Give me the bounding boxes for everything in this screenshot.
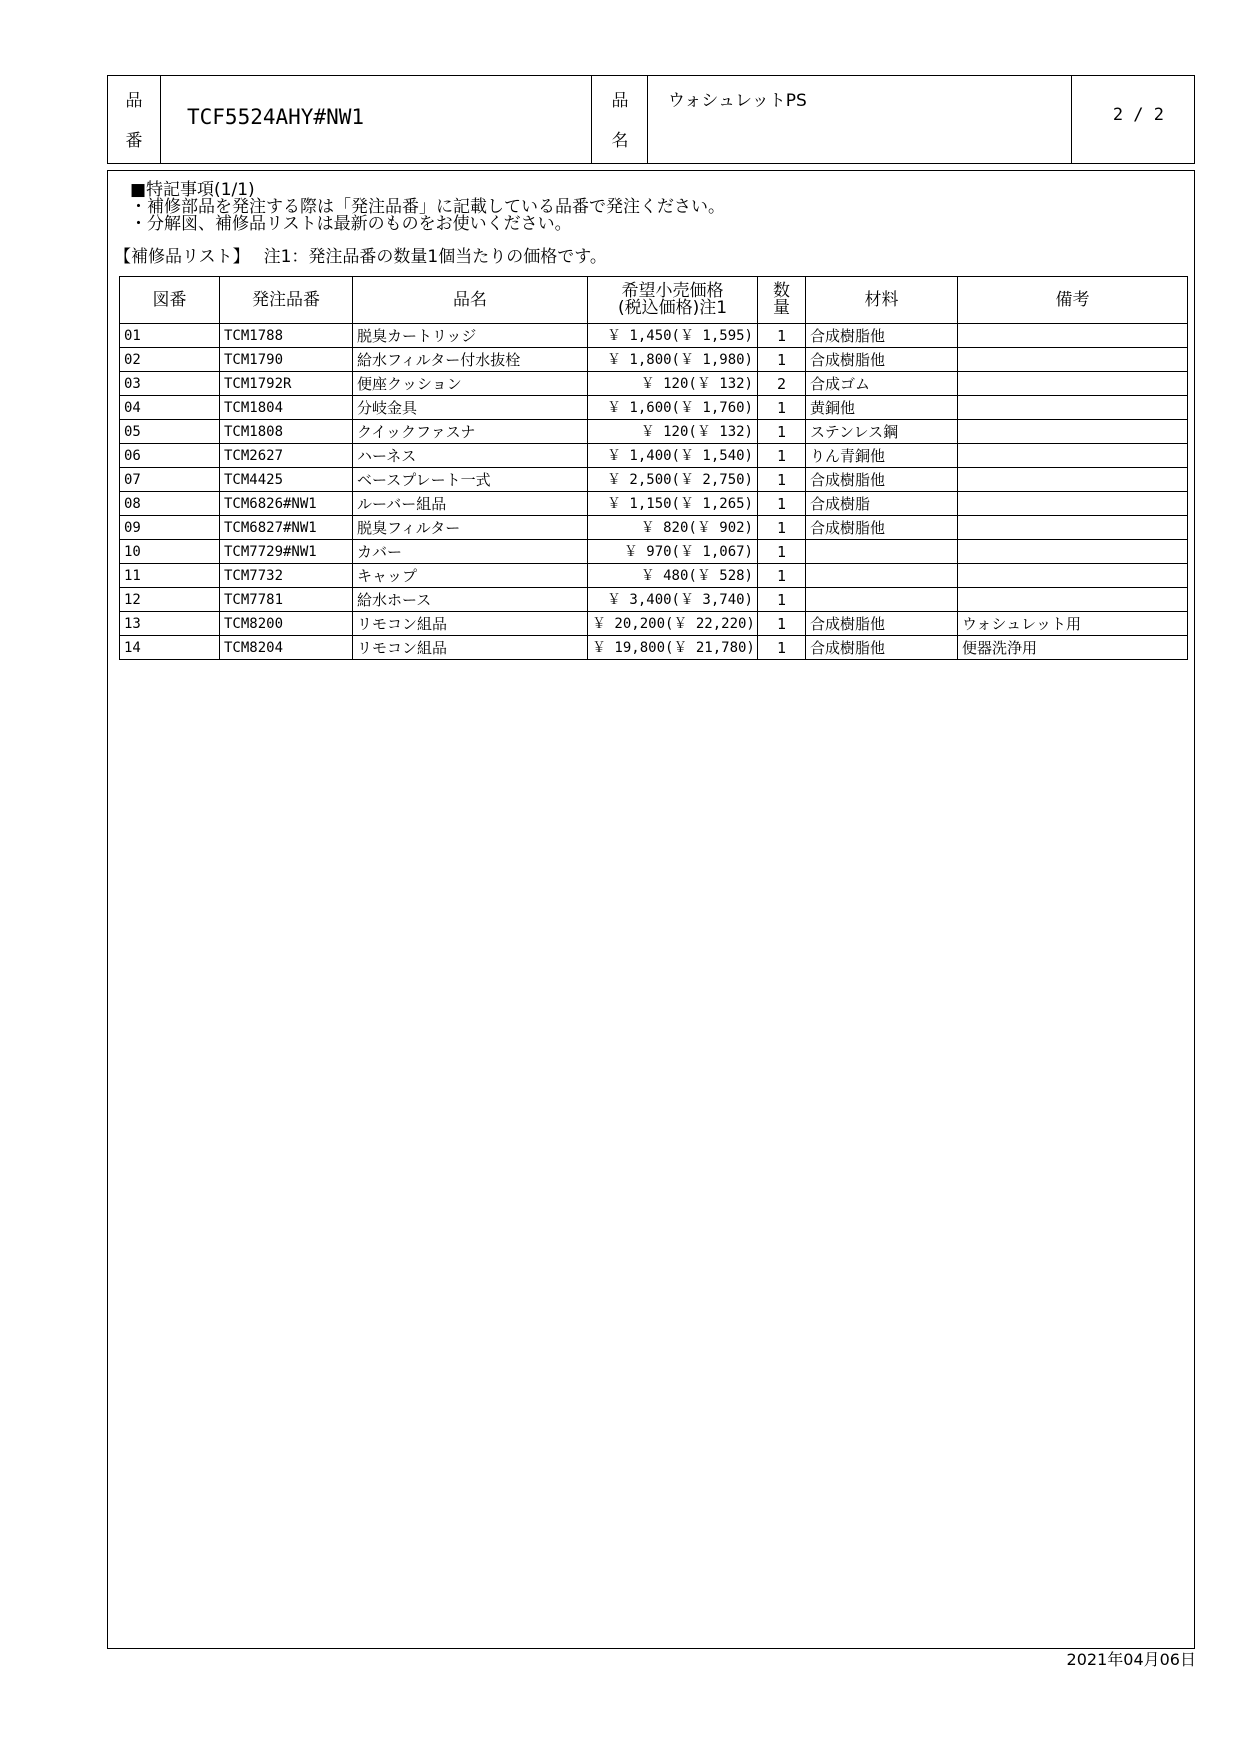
cell-remarks [958,444,1188,468]
cell-name: リモコン組品 [353,636,588,660]
issue-date: 2021年04月06日 [1066,1650,1196,1669]
cell-qty: 1 [758,468,806,492]
cell-price: ￥ 970(￥ 1,067) [588,540,758,564]
cell-price: ￥ 480(￥ 528) [588,564,758,588]
cell-remarks [958,564,1188,588]
table-row [120,348,1188,372]
product-code-label [108,76,160,163]
cell-fig: 05 [120,420,220,444]
cell-qty: 1 [758,636,806,660]
cell-price: ￥ 2,500(￥ 2,750) [588,468,758,492]
cell-name: 脱臭フィルター [353,516,588,540]
table-row [120,324,1188,348]
code-label-top: 品 [125,91,143,111]
table-row [120,444,1188,468]
table-header-row [120,277,1188,324]
product-name: ウォシュレットPS [668,91,807,111]
cell-name: キャップ [353,564,588,588]
cell-order-no: TCM4425 [220,468,353,492]
cell-order-no: TCM1804 [220,396,353,420]
header-price [588,277,758,324]
cell-fig: 14 [120,636,220,660]
cell-qty: 1 [758,420,806,444]
table-row [120,420,1188,444]
cell-order-no: TCM7781 [220,588,353,612]
notes-line-2: ・分解図、補修品リストは最新のものをお使いください。 [130,214,572,234]
product-code: TCF5524AHY#NW1 [187,105,365,129]
cell-price: ￥ 1,150(￥ 1,265) [588,492,758,516]
cell-order-no: TCM1790 [220,348,353,372]
cell-order-no: TCM1792R [220,372,353,396]
cell-qty: 2 [758,372,806,396]
cell-qty: 1 [758,564,806,588]
cell-remarks [958,324,1188,348]
product-name-label [591,76,648,163]
cell-order-no: TCM1788 [220,324,353,348]
table-row [120,612,1188,636]
cell-material: ステンレス鋼 [806,420,958,444]
product-code-cell [160,76,592,163]
cell-price: ￥ 1,450(￥ 1,595) [588,324,758,348]
header-qty-line-1: 数 [773,281,790,301]
name-label-top: 品 [611,91,629,111]
header-name: 品名 [353,277,588,324]
cell-fig: 01 [120,324,220,348]
cell-qty: 1 [758,396,806,420]
cell-price: ￥ 20,200(￥ 22,220) [588,612,758,636]
cell-remarks: ウォシュレット用 [958,612,1188,636]
cell-price: ￥ 1,800(￥ 1,980) [588,348,758,372]
cell-remarks [958,348,1188,372]
cell-name: ルーバー組品 [353,492,588,516]
table-row [120,564,1188,588]
product-header [107,75,1195,164]
cell-fig: 12 [120,588,220,612]
table-row [120,636,1188,660]
cell-order-no: TCM8204 [220,636,353,660]
page-number: 2 / 2 [1112,105,1164,125]
table-row [120,540,1188,564]
cell-material: 合成樹脂他 [806,636,958,660]
cell-remarks [958,468,1188,492]
cell-material [806,564,958,588]
cell-order-no: TCM6827#NW1 [220,516,353,540]
cell-material [806,588,958,612]
header-price-line-2: (税込価格)注1 [617,298,728,318]
cell-material: 合成樹脂他 [806,468,958,492]
cell-remarks: 便器洗浄用 [958,636,1188,660]
code-label-bottom: 番 [125,131,143,151]
cell-fig: 08 [120,492,220,516]
header-qty-line-2: 量 [773,298,790,318]
cell-qty: 1 [758,324,806,348]
cell-order-no: TCM2627 [220,444,353,468]
cell-name: 便座クッション [353,372,588,396]
cell-name: 給水フィルター付水抜栓 [353,348,588,372]
cell-price: ￥ 1,400(￥ 1,540) [588,444,758,468]
cell-fig: 09 [120,516,220,540]
cell-fig: 06 [120,444,220,468]
cell-remarks [958,372,1188,396]
cell-qty: 1 [758,516,806,540]
cell-fig: 03 [120,372,220,396]
cell-qty: 1 [758,492,806,516]
cell-remarks [958,540,1188,564]
table-row [120,468,1188,492]
page-number-cell [1071,76,1194,163]
cell-material: 合成樹脂他 [806,612,958,636]
cell-order-no: TCM1808 [220,420,353,444]
cell-name: リモコン組品 [353,612,588,636]
cell-material: りん青銅他 [806,444,958,468]
notes-line-1: ・補修部品を発注する際は「発注品番」に記載している品番で発注ください。 [130,197,725,217]
parts-table [119,276,1188,660]
cell-remarks [958,588,1188,612]
cell-material: 合成樹脂他 [806,324,958,348]
cell-fig: 10 [120,540,220,564]
cell-qty: 1 [758,540,806,564]
header-price-line-1: 希望小売価格 [621,281,724,301]
cell-remarks [958,396,1188,420]
cell-price: ￥ 120(￥ 132) [588,372,758,396]
cell-material: 黄銅他 [806,396,958,420]
cell-material: 合成樹脂他 [806,516,958,540]
cell-order-no: TCM6826#NW1 [220,492,353,516]
special-notes [130,182,725,233]
cell-name: 分岐金具 [353,396,588,420]
cell-material: 合成樹脂 [806,492,958,516]
cell-fig: 02 [120,348,220,372]
cell-fig: 13 [120,612,220,636]
table-row [120,372,1188,396]
header-qty [758,277,806,324]
cell-fig: 11 [120,564,220,588]
header-material: 材料 [806,277,958,324]
cell-name: 給水ホース [353,588,588,612]
cell-remarks [958,420,1188,444]
cell-order-no: TCM7732 [220,564,353,588]
cell-fig: 07 [120,468,220,492]
product-name-cell [647,76,1072,163]
cell-qty: 1 [758,348,806,372]
cell-name: カバー [353,540,588,564]
cell-fig: 04 [120,396,220,420]
parts-list-title: 【補修品リスト】 注1：発注品番の数量1個当たりの価格です。 [114,247,607,267]
name-label-bottom: 名 [611,131,629,151]
cell-name: ハーネス [353,444,588,468]
cell-price: ￥ 19,800(￥ 21,780) [588,636,758,660]
cell-remarks [958,516,1188,540]
cell-order-no: TCM7729#NW1 [220,540,353,564]
header-fig-no: 図番 [120,277,220,324]
cell-price: ￥ 1,600(￥ 1,760) [588,396,758,420]
cell-qty: 1 [758,588,806,612]
cell-qty: 1 [758,444,806,468]
cell-qty: 1 [758,612,806,636]
notes-title: ■特記事項(1/1) [130,180,255,200]
table-row [120,396,1188,420]
cell-order-no: TCM8200 [220,612,353,636]
cell-material: 合成ゴム [806,372,958,396]
table-row [120,588,1188,612]
cell-price: ￥ 120(￥ 132) [588,420,758,444]
cell-material: 合成樹脂他 [806,348,958,372]
cell-name: クイックファスナ [353,420,588,444]
cell-name: ベースプレート一式 [353,468,588,492]
cell-material [806,540,958,564]
cell-name: 脱臭カートリッジ [353,324,588,348]
cell-price: ￥ 820(￥ 902) [588,516,758,540]
table-row [120,492,1188,516]
header-remarks: 備考 [958,277,1188,324]
cell-remarks [958,492,1188,516]
cell-price: ￥ 3,400(￥ 3,740) [588,588,758,612]
header-order-no: 発注品番 [220,277,353,324]
table-row [120,516,1188,540]
